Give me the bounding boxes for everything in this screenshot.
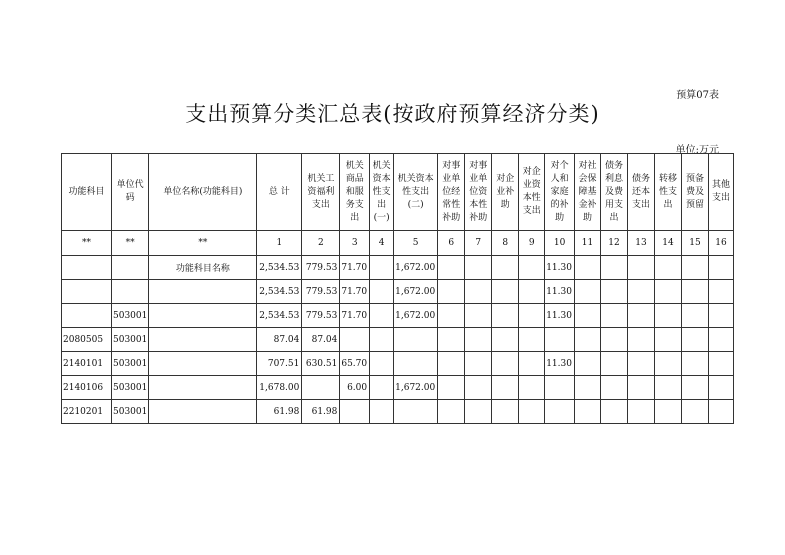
amount-cell — [708, 328, 733, 352]
unit-code-cell: 503001 — [112, 400, 149, 424]
amount-cell — [600, 400, 627, 424]
table-row — [62, 280, 734, 304]
amount-cell — [492, 280, 519, 304]
index-cell: 11 — [574, 231, 600, 256]
unit-name-cell — [149, 304, 257, 328]
amount-cell — [370, 400, 394, 424]
amount-cell — [519, 280, 545, 304]
unit-code-cell: 503001 — [112, 328, 149, 352]
table-row — [62, 304, 734, 328]
unit-name-cell — [149, 280, 257, 304]
amount-cell — [574, 304, 600, 328]
function-code-cell: 2080505 — [62, 328, 112, 352]
amount-cell — [600, 280, 627, 304]
amount-cell — [654, 352, 681, 376]
function-code-cell — [62, 304, 112, 328]
column-header: 对社会保障基金补助 — [574, 154, 600, 231]
unit-name-cell — [149, 352, 257, 376]
amount-cell — [492, 256, 519, 280]
index-cell: 1 — [257, 231, 302, 256]
amount-cell: 779.53 — [302, 280, 340, 304]
amount-cell — [600, 376, 627, 400]
function-code-cell — [62, 280, 112, 304]
amount-cell — [708, 352, 733, 376]
index-cell: 13 — [627, 231, 654, 256]
amount-cell: 707.51 — [257, 352, 302, 376]
column-header: 单位名称(功能科目) — [149, 154, 257, 231]
amount-cell — [394, 400, 438, 424]
amount-cell — [370, 256, 394, 280]
amount-cell — [627, 328, 654, 352]
amount-cell — [394, 352, 438, 376]
amount-cell — [708, 304, 733, 328]
amount-cell — [519, 376, 545, 400]
amount-cell — [370, 280, 394, 304]
amount-cell — [492, 352, 519, 376]
unit-code-cell — [112, 256, 149, 280]
table-row — [62, 376, 734, 400]
amount-cell — [519, 400, 545, 424]
index-cell: 2 — [302, 231, 340, 256]
column-header: 对个人和家庭的补助 — [545, 154, 575, 231]
amount-cell — [519, 328, 545, 352]
amount-cell — [438, 328, 465, 352]
amount-cell — [370, 328, 394, 352]
budget-table — [61, 153, 734, 424]
amount-cell — [627, 256, 654, 280]
amount-cell — [627, 352, 654, 376]
column-header: 其他支出 — [708, 154, 733, 231]
amount-cell — [492, 328, 519, 352]
amount-cell — [465, 280, 492, 304]
amount-cell: 1,672.00 — [394, 304, 438, 328]
amount-cell — [545, 328, 575, 352]
unit-code-cell: 503001 — [112, 304, 149, 328]
amount-cell — [545, 400, 575, 424]
table-row — [62, 400, 734, 424]
column-header: 机关资本性支出(二) — [394, 154, 438, 231]
column-header: 转移性支出 — [654, 154, 681, 231]
column-header: 机关资本性支出(一) — [370, 154, 394, 231]
index-cell: 6 — [438, 231, 465, 256]
unit-name-cell — [149, 400, 257, 424]
unit-code-cell: 503001 — [112, 352, 149, 376]
amount-cell — [438, 304, 465, 328]
amount-cell — [708, 280, 733, 304]
amount-cell — [574, 376, 600, 400]
amount-cell: 1,672.00 — [394, 280, 438, 304]
amount-cell — [654, 256, 681, 280]
index-cell: 3 — [340, 231, 370, 256]
index-cell: 16 — [708, 231, 733, 256]
amount-cell: 61.98 — [302, 400, 340, 424]
column-header: 对事业单位经常性补助 — [438, 154, 465, 231]
amount-cell — [708, 376, 733, 400]
amount-cell — [681, 280, 708, 304]
function-code-cell: 2210201 — [62, 400, 112, 424]
column-header: 对事业单位资本性补助 — [465, 154, 492, 231]
column-header: 总 计 — [257, 154, 302, 231]
amount-cell: 6.00 — [340, 376, 370, 400]
table-row — [62, 352, 734, 376]
amount-cell — [600, 328, 627, 352]
amount-cell — [574, 328, 600, 352]
amount-cell — [600, 256, 627, 280]
table-row — [62, 256, 734, 280]
amount-cell: 71.70 — [340, 280, 370, 304]
index-cell: 15 — [681, 231, 708, 256]
header-row — [62, 154, 734, 231]
function-code-cell: 2140101 — [62, 352, 112, 376]
amount-cell — [681, 328, 708, 352]
amount-cell — [574, 280, 600, 304]
amount-cell — [627, 376, 654, 400]
amount-cell: 11.30 — [545, 256, 575, 280]
index-cell: 7 — [465, 231, 492, 256]
column-header: 单位代码 — [112, 154, 149, 231]
index-cell: 5 — [394, 231, 438, 256]
index-cell: ** — [112, 231, 149, 256]
column-header: 功能科目 — [62, 154, 112, 231]
amount-cell — [492, 376, 519, 400]
index-cell: 10 — [545, 231, 575, 256]
amount-cell: 1,672.00 — [394, 256, 438, 280]
amount-cell — [340, 400, 370, 424]
amount-cell — [438, 352, 465, 376]
column-header: 债务还本支出 — [627, 154, 654, 231]
amount-cell — [465, 376, 492, 400]
amount-cell — [627, 400, 654, 424]
amount-cell — [681, 376, 708, 400]
amount-cell: 87.04 — [257, 328, 302, 352]
index-cell: ** — [62, 231, 112, 256]
amount-cell — [627, 304, 654, 328]
amount-cell — [438, 280, 465, 304]
amount-cell: 11.30 — [545, 304, 575, 328]
amount-cell — [370, 352, 394, 376]
function-code-cell — [62, 256, 112, 280]
amount-cell — [708, 256, 733, 280]
index-cell: ** — [149, 231, 257, 256]
index-cell: 9 — [519, 231, 545, 256]
unit-label: 单位:万元 — [675, 145, 719, 156]
column-header: 机关工资福利支出 — [302, 154, 340, 231]
amount-cell — [600, 352, 627, 376]
amount-cell: 11.30 — [545, 280, 575, 304]
amount-cell — [574, 352, 600, 376]
index-cell: 12 — [600, 231, 627, 256]
amount-cell: 61.98 — [257, 400, 302, 424]
amount-cell — [708, 400, 733, 424]
amount-cell — [654, 304, 681, 328]
column-header: 机关商品和服务支出 — [340, 154, 370, 231]
amount-cell — [394, 328, 438, 352]
amount-cell — [681, 304, 708, 328]
amount-cell — [654, 328, 681, 352]
amount-cell: 779.53 — [302, 256, 340, 280]
unit-name-cell — [149, 328, 257, 352]
amount-cell: 65.70 — [340, 352, 370, 376]
amount-cell — [370, 304, 394, 328]
index-cell: 14 — [654, 231, 681, 256]
amount-cell: 2,534.53 — [257, 256, 302, 280]
index-row — [62, 231, 734, 256]
unit-code-cell: 503001 — [112, 376, 149, 400]
amount-cell — [519, 352, 545, 376]
amount-cell — [654, 400, 681, 424]
amount-cell: 630.51 — [302, 352, 340, 376]
form-number: 预算07表 — [676, 90, 719, 101]
amount-cell — [654, 376, 681, 400]
amount-cell — [465, 256, 492, 280]
column-header: 对企业资本性支出 — [519, 154, 545, 231]
amount-cell: 1,678.00 — [257, 376, 302, 400]
unit-name-cell — [149, 376, 257, 400]
amount-cell — [545, 376, 575, 400]
amount-cell: 11.30 — [545, 352, 575, 376]
amount-cell — [492, 400, 519, 424]
amount-cell — [465, 400, 492, 424]
amount-cell — [600, 304, 627, 328]
index-cell: 4 — [370, 231, 394, 256]
amount-cell — [465, 328, 492, 352]
amount-cell: 71.70 — [340, 256, 370, 280]
amount-cell — [438, 256, 465, 280]
amount-cell — [438, 400, 465, 424]
amount-cell — [438, 376, 465, 400]
amount-cell: 87.04 — [302, 328, 340, 352]
function-code-cell: 2140106 — [62, 376, 112, 400]
amount-cell: 2,534.53 — [257, 304, 302, 328]
amount-cell — [654, 280, 681, 304]
amount-cell — [681, 400, 708, 424]
page-title: 支出预算分类汇总表(按政府预算经济分类) — [185, 102, 600, 126]
amount-cell — [302, 376, 340, 400]
column-header: 预备费及预留 — [681, 154, 708, 231]
amount-cell — [465, 352, 492, 376]
amount-cell — [681, 352, 708, 376]
column-header: 债务利息及费用支出 — [600, 154, 627, 231]
amount-cell — [465, 304, 492, 328]
unit-code-cell — [112, 280, 149, 304]
amount-cell — [519, 256, 545, 280]
amount-cell: 71.70 — [340, 304, 370, 328]
amount-cell — [681, 256, 708, 280]
amount-cell — [492, 304, 519, 328]
amount-cell — [574, 256, 600, 280]
amount-cell: 779.53 — [302, 304, 340, 328]
table-row — [62, 328, 734, 352]
amount-cell — [519, 304, 545, 328]
amount-cell: 1,672.00 — [394, 376, 438, 400]
amount-cell — [574, 400, 600, 424]
amount-cell — [627, 280, 654, 304]
amount-cell — [370, 376, 394, 400]
column-header: 对企业补助 — [492, 154, 519, 231]
amount-cell — [340, 328, 370, 352]
unit-name-cell: 功能科目名称 — [149, 256, 257, 280]
amount-cell: 2,534.53 — [257, 280, 302, 304]
index-cell: 8 — [492, 231, 519, 256]
